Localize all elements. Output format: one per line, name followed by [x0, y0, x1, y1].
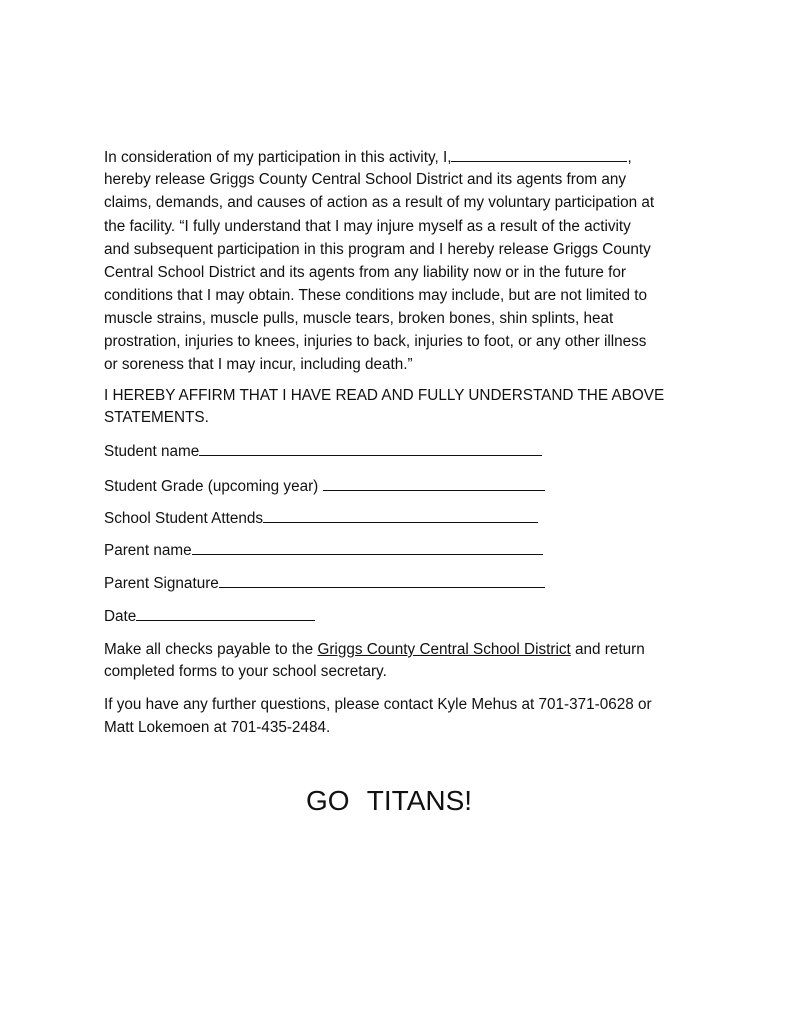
field-label: School Student Attends — [104, 510, 264, 527]
payee-name: Griggs County Central School District — [317, 641, 571, 658]
closing-slogan: GO TITANS! — [305, 785, 473, 816]
paragraph-line: claims, demands, and causes of action as a result of my voluntary participation at — [104, 194, 655, 211]
parent-name-field — [104, 540, 543, 561]
payment-line: completed forms to your school secretary. — [104, 663, 387, 680]
school-field — [104, 508, 538, 529]
paragraph-line: the facility. “I fully understand that I may injure myself as a result of the activity — [104, 218, 631, 235]
school-blank[interactable] — [263, 508, 538, 523]
affirmation-line: STATEMENTS. — [104, 409, 209, 426]
paragraph-line: Central School District and its agents from any liability now or in the future for — [104, 264, 627, 281]
date-blank[interactable] — [136, 606, 315, 621]
field-label: Parent name — [104, 542, 192, 559]
comma: , — [627, 149, 632, 166]
paragraph-line: conditions that I may obtain. These conditions may include, but are not limited to — [104, 287, 648, 304]
student-grade-blank[interactable] — [323, 476, 545, 491]
paragraph-line: prostration, injuries to knees, injuries to back, injuries to foot, or any other illness — [104, 333, 647, 350]
payment-text: Make all checks payable to the — [104, 641, 318, 658]
date-field — [104, 606, 315, 627]
paragraph-text: In consideration of my participation in this activity, I, — [104, 149, 452, 166]
student-grade-field — [104, 476, 545, 497]
paragraph-line: and subsequent participation in this program and I hereby release Griggs County — [104, 241, 651, 258]
parent-signature-blank[interactable] — [219, 573, 545, 588]
contact-line: Matt Lokemoen at 701-435-2484. — [104, 719, 331, 736]
contact-line: If you have any further questions, please contact Kyle Mehus at 701-371-0628 or — [104, 696, 652, 713]
parent-name-blank[interactable] — [192, 540, 543, 555]
participant-name-blank[interactable] — [451, 147, 627, 162]
paragraph-line: or soreness that I may incur, including death.” — [104, 356, 413, 373]
paragraph-line — [104, 147, 632, 168]
affirmation-line: I HEREBY AFFIRM THAT I HAVE READ AND FULLY UNDERSTAND THE ABOVE — [104, 387, 665, 404]
parent-signature-field — [104, 573, 545, 594]
student-name-field — [104, 441, 542, 462]
field-label: Student name — [104, 443, 200, 460]
field-label: Student Grade (upcoming year) — [104, 478, 323, 495]
payment-line — [104, 640, 645, 660]
paragraph-line: hereby release Griggs County Central School District and its agents from any — [104, 171, 627, 188]
field-label: Parent Signature — [104, 575, 219, 592]
payment-text: and return — [570, 641, 645, 658]
student-name-blank[interactable] — [199, 441, 542, 456]
paragraph-line: muscle strains, muscle pulls, muscle tears, broken bones, shin splints, heat — [104, 310, 614, 327]
field-label: Date — [104, 608, 137, 625]
